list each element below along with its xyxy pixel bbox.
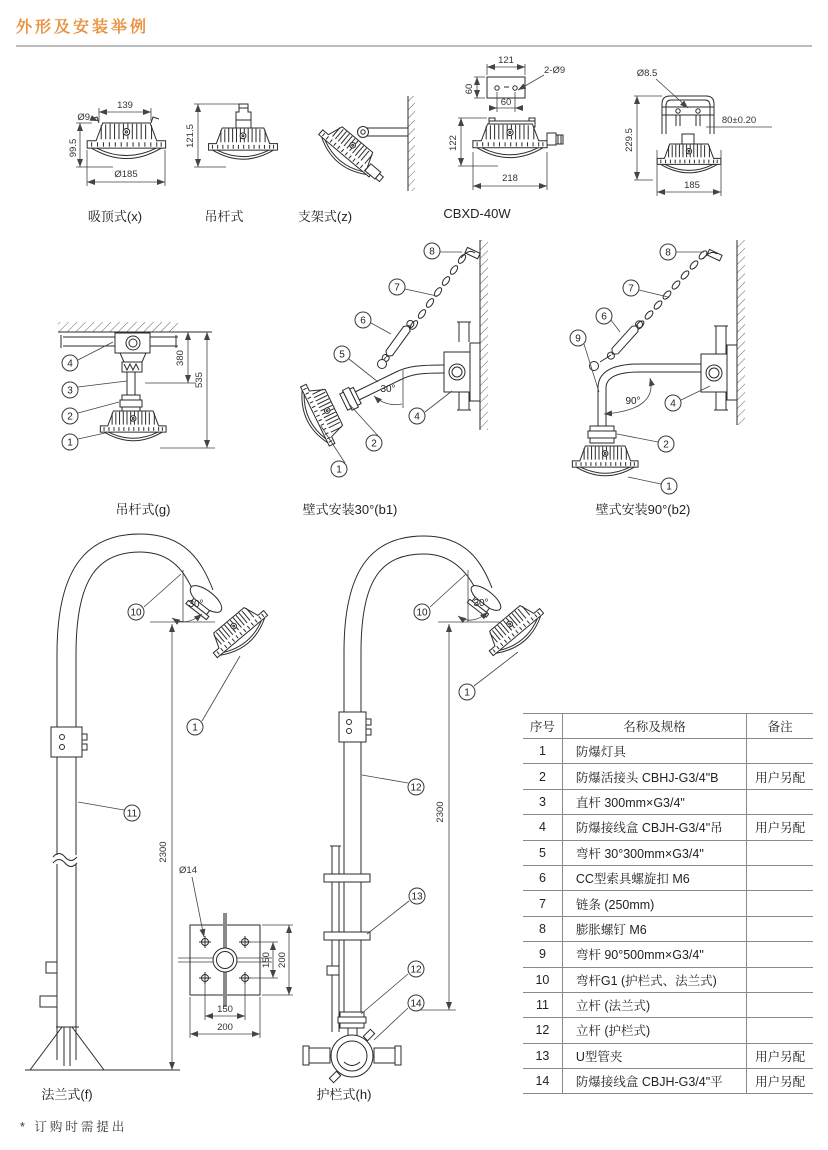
svg-text:9: 9 xyxy=(575,333,581,345)
svg-text:4: 4 xyxy=(670,398,676,410)
cell-no: 8 xyxy=(538,921,546,936)
callout-1 xyxy=(187,656,240,735)
cell-note: 用户另配 xyxy=(746,815,813,839)
col-header-name: 名称及规格 xyxy=(562,714,746,738)
cell-no: 14 xyxy=(535,1074,550,1089)
cell-name: 防爆灯具 xyxy=(562,739,746,763)
page-title: 外形及安装举例 xyxy=(16,19,150,36)
cell-no: 10 xyxy=(535,972,550,987)
callout-5 xyxy=(334,346,378,382)
callout-11 xyxy=(78,802,140,821)
figure-cbxd-40w xyxy=(448,55,565,190)
table-row xyxy=(523,1018,813,1043)
dim-d185: Ø185 xyxy=(114,169,138,180)
cell-no: 5 xyxy=(538,845,546,860)
cell-name: 弯杆 30°300mm×G3/4" xyxy=(562,841,746,865)
svg-text:10: 10 xyxy=(130,607,142,619)
svg-text:2: 2 xyxy=(663,439,669,451)
caption-ceiling-mount: 吸顶式(x) xyxy=(87,209,143,224)
dim-d14: Ø14 xyxy=(179,865,197,876)
table-row xyxy=(523,968,813,993)
table-row xyxy=(523,815,813,840)
dim-150-h: 150 xyxy=(217,1004,233,1015)
callout-14 xyxy=(374,995,424,1040)
figure-ceiling-mount xyxy=(68,100,166,186)
cell-note xyxy=(746,866,813,890)
dim-2300: 2300 xyxy=(435,801,446,823)
caption-pendant: 吊杆式 xyxy=(204,209,244,224)
cell-note: 用户另配 xyxy=(746,764,813,788)
svg-text:8: 8 xyxy=(665,247,671,259)
svg-text:1: 1 xyxy=(336,464,342,476)
table-row xyxy=(523,739,813,764)
table-row xyxy=(523,841,813,866)
callout-10 xyxy=(128,574,181,620)
cell-no: 2 xyxy=(538,769,546,784)
callout-6 xyxy=(355,312,391,334)
caption-wall-90: 壁式安装90°(b2) xyxy=(595,502,691,517)
cell-note xyxy=(746,790,813,814)
cell-name: 弯杆 90°500mm×G3/4" xyxy=(562,942,746,966)
figure-wall-30 xyxy=(293,240,488,477)
dim-60-left: 60 xyxy=(464,83,475,95)
figure-bracket-mount xyxy=(313,96,415,191)
svg-text:1: 1 xyxy=(192,722,198,734)
svg-text:14: 14 xyxy=(410,998,422,1010)
cell-no: 13 xyxy=(535,1048,550,1063)
callout-2b xyxy=(350,405,382,451)
svg-text:11: 11 xyxy=(126,808,138,820)
table-row xyxy=(523,790,813,815)
cell-no: 11 xyxy=(535,998,549,1013)
callout-1 xyxy=(62,433,105,450)
parts-table xyxy=(523,713,813,1094)
svg-text:6: 6 xyxy=(601,311,607,323)
dim-99-5: 99.5 xyxy=(68,138,79,158)
cell-no: 3 xyxy=(538,794,546,809)
dim-80-tol: 80±0.20 xyxy=(721,115,757,126)
caption-bracket-mount: 支架式(z) xyxy=(297,209,353,224)
cell-note xyxy=(746,841,813,865)
callout-1 xyxy=(459,652,518,700)
dim-229-5: 229.5 xyxy=(624,128,635,152)
dim-185: 185 xyxy=(684,180,700,191)
cell-no: 7 xyxy=(538,896,546,911)
angle-30: 30° xyxy=(473,598,489,609)
callout-4b xyxy=(409,391,452,424)
figure-pendant-g xyxy=(58,322,215,450)
table-row xyxy=(523,866,813,891)
cell-name: 防爆活接头 CBHJ-G3/4"B xyxy=(562,764,746,788)
callout-13 xyxy=(367,888,425,934)
cell-no: 1 xyxy=(538,744,546,759)
svg-text:1: 1 xyxy=(464,687,470,699)
svg-text:12: 12 xyxy=(410,964,422,976)
cell-name: U型管夹 xyxy=(562,1044,746,1068)
dim-139: 139 xyxy=(117,100,133,111)
cell-note xyxy=(746,1018,813,1042)
svg-text:2: 2 xyxy=(67,411,73,423)
caption-wall-30: 壁式安装30°(b1) xyxy=(302,502,398,517)
svg-text:1: 1 xyxy=(67,437,73,449)
dim-d8-5: Ø8.5 xyxy=(636,68,658,79)
callout-3 xyxy=(62,381,127,398)
angle-90: 90° xyxy=(625,396,641,407)
cell-note: 用户另配 xyxy=(746,1069,813,1093)
callout-10 xyxy=(414,574,466,620)
cell-name: 直杆 300mm×G3/4" xyxy=(562,790,746,814)
cell-note xyxy=(746,942,813,966)
figure-wall-90 xyxy=(570,240,745,494)
svg-text:7: 7 xyxy=(394,282,400,294)
svg-text:3: 3 xyxy=(67,385,73,397)
angle-30: 30° xyxy=(380,384,396,395)
table-row xyxy=(523,1044,813,1069)
caption-cbxd-40w: CBXD-40W xyxy=(443,206,511,221)
dim-60-inner: 60 xyxy=(500,97,512,108)
cell-name: 立杆 (法兰式) xyxy=(562,993,746,1017)
cell-note xyxy=(746,739,813,763)
cell-note xyxy=(746,891,813,915)
cell-name: 链条 (250mm) xyxy=(562,891,746,915)
svg-text:2: 2 xyxy=(371,438,377,450)
cell-no: 9 xyxy=(538,947,546,962)
cell-no: 12 xyxy=(535,1023,550,1038)
cell-no: 4 xyxy=(538,820,546,835)
cell-no: 6 xyxy=(538,871,546,886)
cell-name: 弯杆G1 (护栏式、法兰式) xyxy=(562,968,746,992)
dim-2-d9: 2-Ø9 xyxy=(544,65,566,76)
callout-8 xyxy=(660,244,704,260)
svg-text:5: 5 xyxy=(339,349,345,361)
figure-guardrail-mount xyxy=(303,536,549,1083)
table-header-row xyxy=(523,713,813,739)
callout-12a xyxy=(362,775,424,795)
table-row xyxy=(523,1069,813,1094)
cell-note: 用户另配 xyxy=(746,1044,813,1068)
caption-flange-mount: 法兰式(f) xyxy=(41,1087,93,1102)
figure-hook-mount xyxy=(624,68,772,196)
callout-6 xyxy=(596,308,620,332)
table-row xyxy=(523,917,813,942)
caption-pendant-g: 吊杆式(g) xyxy=(115,502,171,517)
callout-8 xyxy=(424,243,462,259)
cell-name: 立杆 (护栏式) xyxy=(562,1018,746,1042)
cell-name: 防爆接线盒 CBJH-G3/4"吊 xyxy=(562,815,746,839)
svg-text:6: 6 xyxy=(360,315,366,327)
cell-note xyxy=(746,993,813,1017)
callout-1b xyxy=(628,477,677,494)
col-header-no: 序号 xyxy=(529,720,555,734)
svg-text:10: 10 xyxy=(416,607,428,619)
order-footnote: * 订购时需提出 xyxy=(20,1120,128,1134)
caption-guardrail-mount: 护栏式(h) xyxy=(316,1087,372,1102)
dim-200-v: 200 xyxy=(277,952,288,968)
svg-text:1: 1 xyxy=(666,481,672,493)
cell-name: CC型索具螺旋扣 M6 xyxy=(562,866,746,890)
dim-hole-d9: Ø9 xyxy=(77,112,90,123)
cell-name: 膨胀螺钉 M6 xyxy=(562,917,746,941)
table-row xyxy=(523,891,813,916)
dim-380: 380 xyxy=(175,350,186,366)
svg-text:13: 13 xyxy=(411,891,423,903)
callout-7 xyxy=(389,279,437,296)
dim-122: 122 xyxy=(448,135,459,151)
dim-2300: 2300 xyxy=(158,841,169,863)
svg-text:4: 4 xyxy=(67,358,73,370)
figure-flange-mount xyxy=(25,534,293,1070)
cell-note xyxy=(746,968,813,992)
angle-30: 30° xyxy=(188,599,204,610)
dim-200-h: 200 xyxy=(217,1022,233,1033)
svg-text:12: 12 xyxy=(410,782,422,794)
svg-text:4: 4 xyxy=(414,411,420,423)
table-row xyxy=(523,942,813,967)
table-row xyxy=(523,993,813,1018)
table-row xyxy=(523,764,813,789)
figure-pendant xyxy=(185,104,277,167)
svg-text:7: 7 xyxy=(628,283,634,295)
dim-121: 121 xyxy=(498,55,514,66)
callout-9 xyxy=(570,330,599,392)
dim-150-v: 150 xyxy=(261,952,272,968)
svg-text:8: 8 xyxy=(429,246,435,258)
dim-535: 535 xyxy=(194,372,205,388)
dim-121-5: 121.5 xyxy=(185,124,196,148)
col-header-note: 备注 xyxy=(746,714,813,738)
cell-note xyxy=(746,917,813,941)
dim-218: 218 xyxy=(502,173,518,184)
callout-7 xyxy=(623,280,668,297)
cell-name: 防爆接线盒 CBJH-G3/4"平 xyxy=(562,1069,746,1093)
